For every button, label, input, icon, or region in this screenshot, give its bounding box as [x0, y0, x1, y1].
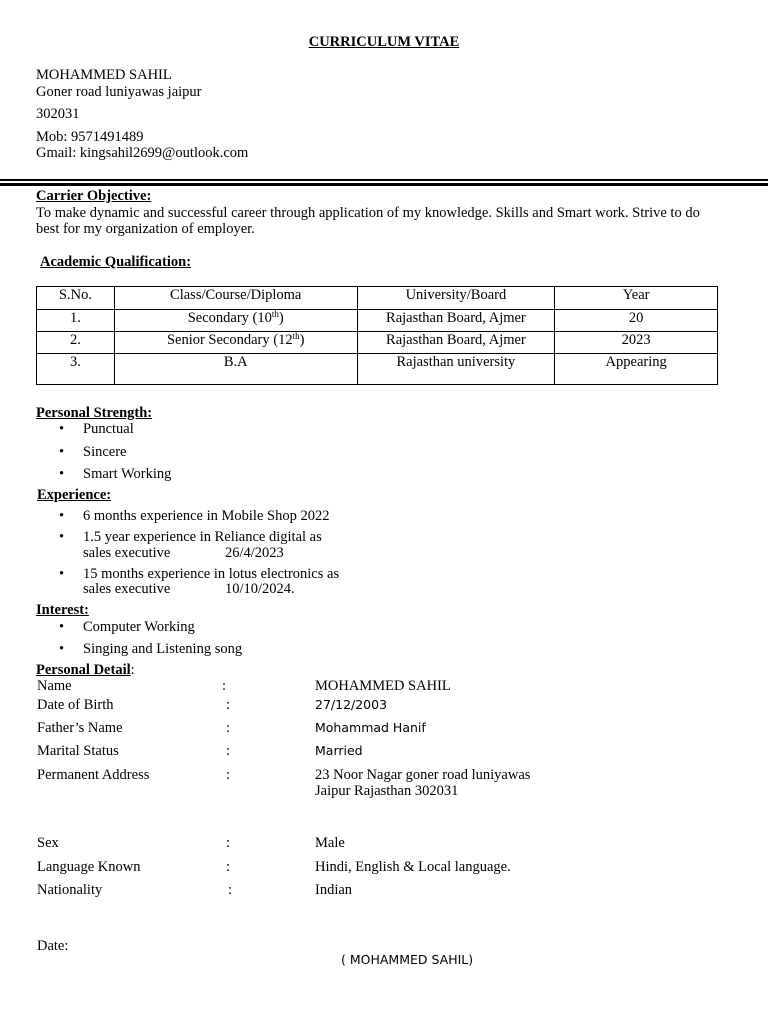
detail-value: 27/12/2003 — [315, 697, 388, 712]
divider-thick — [0, 183, 768, 186]
table-cell-year: 20 — [555, 310, 718, 332]
experience-heading: Experience: — [37, 487, 112, 503]
column-header: University/Board — [357, 287, 555, 310]
detail-value: MOHAMMED SAHIL — [315, 678, 451, 694]
superscript: th — [292, 331, 300, 341]
detail-separator: : — [228, 882, 233, 898]
bullet-icon: • — [59, 508, 65, 524]
detail-label: Name — [37, 678, 72, 694]
column-header: S.No. — [37, 287, 115, 310]
detail-separator: : — [226, 743, 231, 759]
superscript: th — [271, 309, 279, 319]
table-cell-sno: 1. — [37, 310, 115, 332]
bullet-icon: • — [59, 444, 65, 460]
table-cell-board: Rajasthan Board, Ajmer — [357, 310, 555, 332]
table-cell-course — [114, 310, 357, 332]
course-text: Senior Secondary (12 — [166, 332, 293, 348]
table-cell-sno: 3. — [37, 354, 115, 385]
mobile-number: Mob: 9571491489 — [36, 129, 144, 145]
detail-value: Indian — [315, 882, 353, 898]
experience-date: 26/4/2023 — [225, 545, 284, 561]
list-item: Punctual — [83, 421, 134, 437]
list-item-continuation: sales executive — [83, 581, 171, 597]
table-cell-course — [114, 354, 357, 385]
course-close: ) — [299, 332, 305, 348]
bullet-icon: • — [59, 566, 65, 582]
detail-separator: : — [226, 697, 231, 713]
table-cell-course — [114, 332, 357, 354]
heading-colon: : — [130, 662, 135, 678]
detail-value: Mohammad Hanif — [315, 720, 426, 735]
detail-separator: : — [226, 720, 231, 736]
interest-heading: Interest: — [36, 602, 89, 618]
detail-label: Language Known — [37, 859, 141, 875]
email-address: Gmail: kingsahil2699@outlook.com — [36, 145, 249, 161]
detail-value: 23 Noor Nagar goner road luniyawas — [315, 767, 531, 783]
academic-heading: Academic Qualification: — [40, 254, 192, 270]
divider-thin — [0, 179, 768, 181]
course-close: ) — [278, 310, 284, 326]
bullet-icon: • — [59, 466, 65, 482]
list-item: Computer Working — [83, 619, 195, 635]
table-header-row — [37, 287, 718, 310]
document-title: CURRICULUM VITAE — [308, 34, 460, 50]
detail-label: Permanent Address — [37, 767, 150, 783]
detail-separator: : — [222, 678, 227, 694]
detail-value: Married — [315, 743, 363, 758]
column-header: Class/Course/Diploma — [114, 287, 357, 310]
bullet-icon: • — [59, 641, 65, 657]
detail-label: Sex — [37, 835, 59, 851]
detail-label: Nationality — [37, 882, 103, 898]
course-text: B.A — [223, 354, 248, 370]
detail-separator: : — [226, 859, 231, 875]
strength-heading: Personal Strength: — [36, 405, 153, 421]
objective-text: To make dynamic and successful career through application of my knowledge. Skills and Smart work. Strive to do best for my organization of employer. — [36, 205, 700, 237]
objective-heading: Carrier Objective: — [36, 188, 152, 204]
table-row — [37, 354, 718, 385]
table-cell-board: Rajasthan university — [357, 354, 555, 385]
table-row — [37, 332, 718, 354]
address-line: Goner road luniyawas jaipur — [36, 84, 202, 100]
table-cell-sno: 2. — [37, 332, 115, 354]
detail-label: Marital Status — [37, 743, 119, 759]
detail-value: Hindi, English & Local language. — [315, 859, 511, 875]
bullet-icon: • — [59, 421, 65, 437]
detail-value: Male — [315, 835, 345, 851]
list-item: Sincere — [83, 444, 127, 460]
detail-separator: : — [226, 767, 231, 783]
academic-table — [36, 286, 718, 385]
table-cell-year: Appearing — [555, 354, 718, 385]
list-item: Singing and Listening song — [83, 641, 243, 657]
detail-label: Father’s Name — [37, 720, 123, 736]
column-header: Year — [555, 287, 718, 310]
bullet-icon: • — [59, 529, 65, 545]
detail-label: Date of Birth — [37, 697, 114, 713]
date-label: Date: — [37, 938, 69, 954]
table-row — [37, 310, 718, 332]
list-item: Smart Working — [83, 466, 172, 482]
list-item: 1.5 year experience in Reliance digital as — [83, 529, 322, 545]
signature: ( MOHAMMED SAHIL) — [341, 952, 474, 967]
detail-value-continuation: Jaipur Rajasthan 302031 — [315, 783, 459, 799]
list-item-continuation: sales executive — [83, 545, 171, 561]
bullet-icon: • — [59, 619, 65, 635]
table-cell-board: Rajasthan Board, Ajmer — [357, 332, 555, 354]
personal-heading-wrap — [36, 662, 135, 679]
list-item: 6 months experience in Mobile Shop 2022 — [83, 508, 330, 524]
candidate-name: MOHAMMED SAHIL — [36, 67, 172, 83]
pincode: 302031 — [36, 106, 80, 122]
list-item: 15 months experience in lotus electronics as — [83, 566, 340, 582]
table-cell-year: 2023 — [555, 332, 718, 354]
course-text: Secondary (10 — [187, 310, 272, 326]
personal-heading: Personal Detail — [36, 662, 131, 678]
experience-date: 10/10/2024. — [225, 581, 295, 597]
detail-separator: : — [226, 835, 231, 851]
